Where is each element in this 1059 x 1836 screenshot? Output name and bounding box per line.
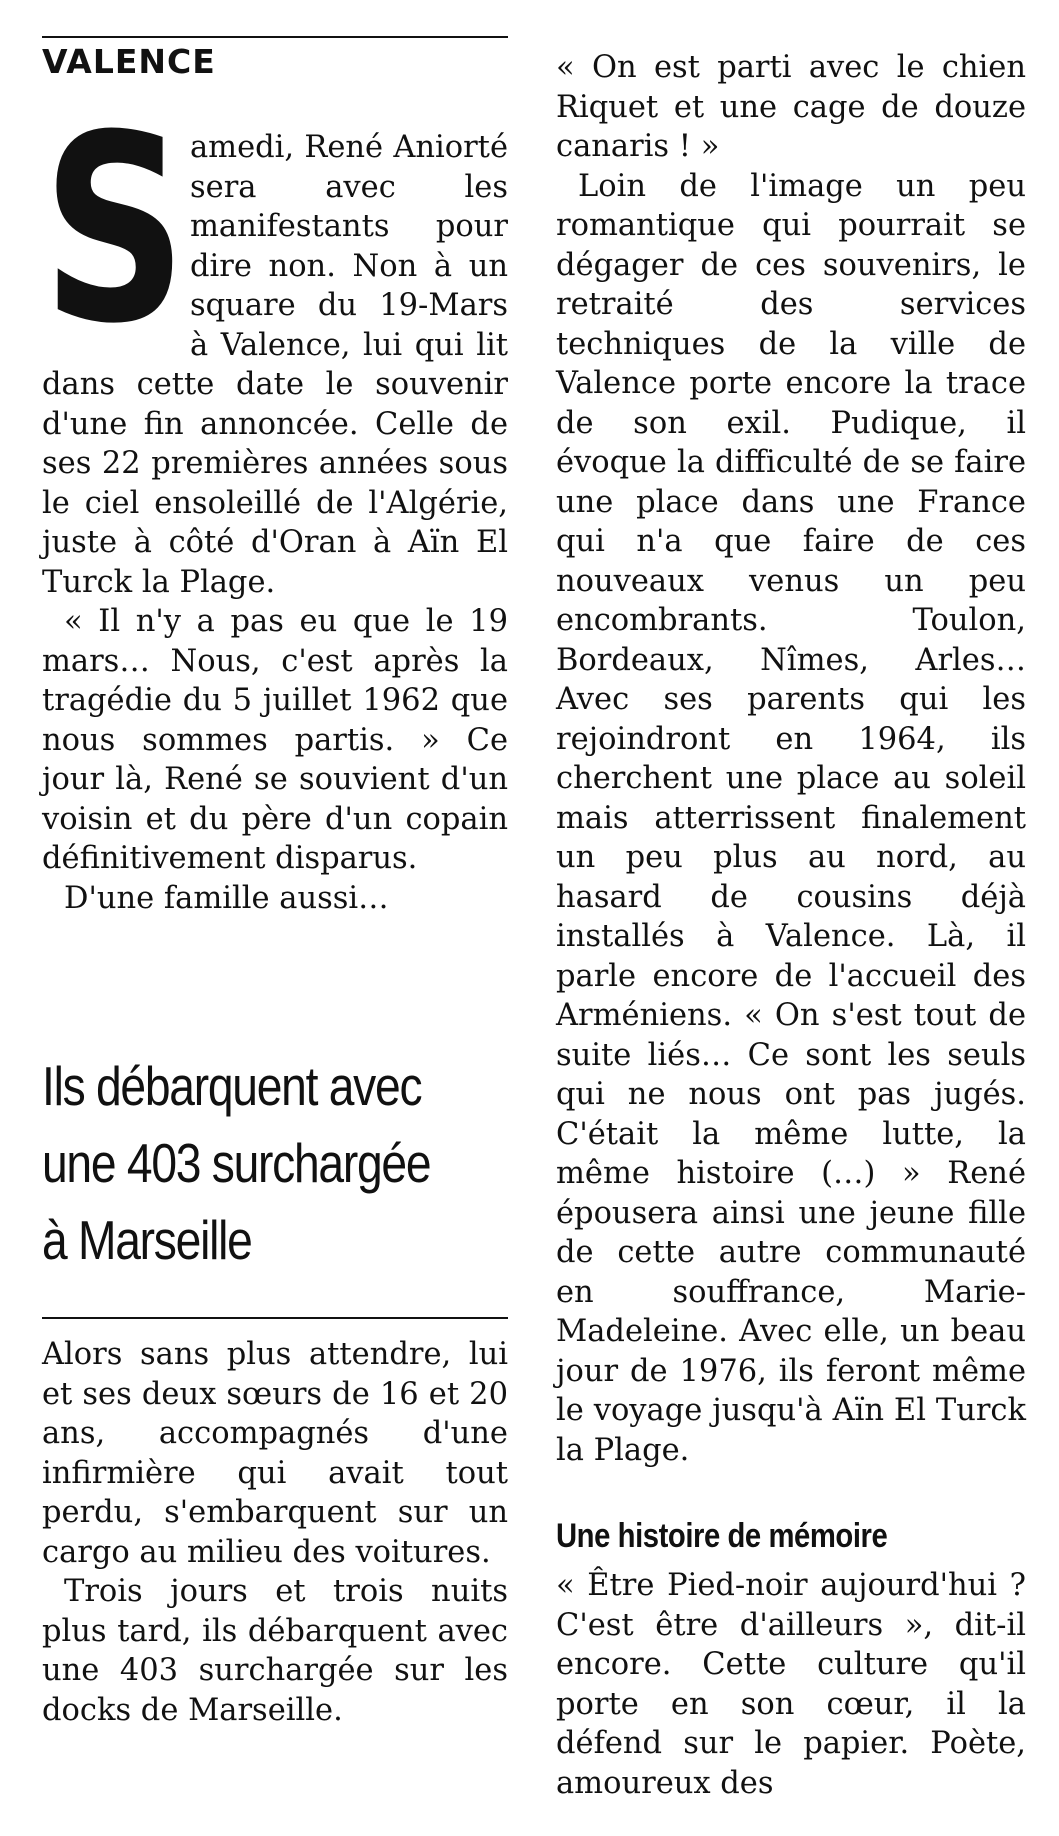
subheading: Une histoire de mémoire <box>556 1517 888 1555</box>
paragraph: Trois jours et trois nuits plus tard, ils débarquent avec une 403 surchargée sur les docks de Marseille. <box>42 1574 508 1728</box>
paragraph: Alors sans plus attendre, lui et ses deux sœurs de 16 et 20 ans, accompagnés d'une infirmière qui avait tout perdu, s'embarquent sur un cargo au milieu des voitures. <box>42 1337 508 1570</box>
right-column-block <box>556 48 1026 1470</box>
headline-line: Ils débarquent avec <box>42 1055 422 1117</box>
intro-block <box>42 80 508 918</box>
paragraph: amedi, René Aniorté sera avec les manifestants pour dire non. Non à un square du 19-Mars à Valence, lui qui lit dans cette date le souvenir d'une fin annoncée. Celle de ses 22 premières années sous le ciel ensoleillé de l'Algérie, juste à côté d'Oran à Aïn El Turck la Plage. <box>42 130 508 600</box>
paragraph: « Être Pied-noir aujourd'hui ? C'est être d'ailleurs », dit-il encore. Cette culture qu'il porte en son cœur, il la défend sur le papier. Poète, amoureux des <box>556 1568 1026 1801</box>
paragraph: Loin de l'image un peu romantique qui pourrait se dégager de ces souvenirs, le retraité des services techniques de la ville de Valence porte encore la trace de son exil. Pudique, il évoque la difficulté de se faire une place dans une France qui n'a que faire de ces nouveaux venus un peu encombrants. Toulon, Bordeaux, Nîmes, Arles… Avec ses parents qui les rejoindront en 1964, ils cherchent une place au soleil mais atterrissent finalement un peu plus au nord, au hasard de cousins déjà installés à Valence. Là, il parle encore de l'accueil des Arméniens. « On s'est tout de suite liés… Ce sont les seuls qui ne nous ont pas jugés. C'était la même lutte, la même histoire (…) » René épousera ainsi une jeune fille de cette autre communauté en souffrance, Marie-Madeleine. Avec elle, un beau jour de 1976, ils feront même le voyage jusqu'à Aïn El Turck la Plage. <box>556 168 1026 1468</box>
paragraph: « Il n'y a pas eu que le 19 mars… Nous, c'est après la tragédie du 5 juillet 1962 que nous sommes partis. » Ce jour là, René se souvient d'un voisin et du père d'un copain définitivement disparus. <box>42 604 508 876</box>
drop-cap: S <box>42 80 184 380</box>
section-label: VALENCE <box>42 42 216 81</box>
headline-rule <box>42 1317 508 1319</box>
headline-line: une 403 surchargée <box>42 1132 431 1194</box>
right-bottom-block <box>556 1566 1026 1803</box>
paragraph: « On est parti avec le chien Riquet et une cage de douze canaris ! » <box>556 50 1026 164</box>
paragraph: D'une famille aussi… <box>64 880 389 916</box>
headline-line: à Marseille <box>42 1209 252 1271</box>
headline <box>42 1048 433 1279</box>
left-bottom-block <box>42 1335 508 1730</box>
top-rule <box>42 36 508 38</box>
